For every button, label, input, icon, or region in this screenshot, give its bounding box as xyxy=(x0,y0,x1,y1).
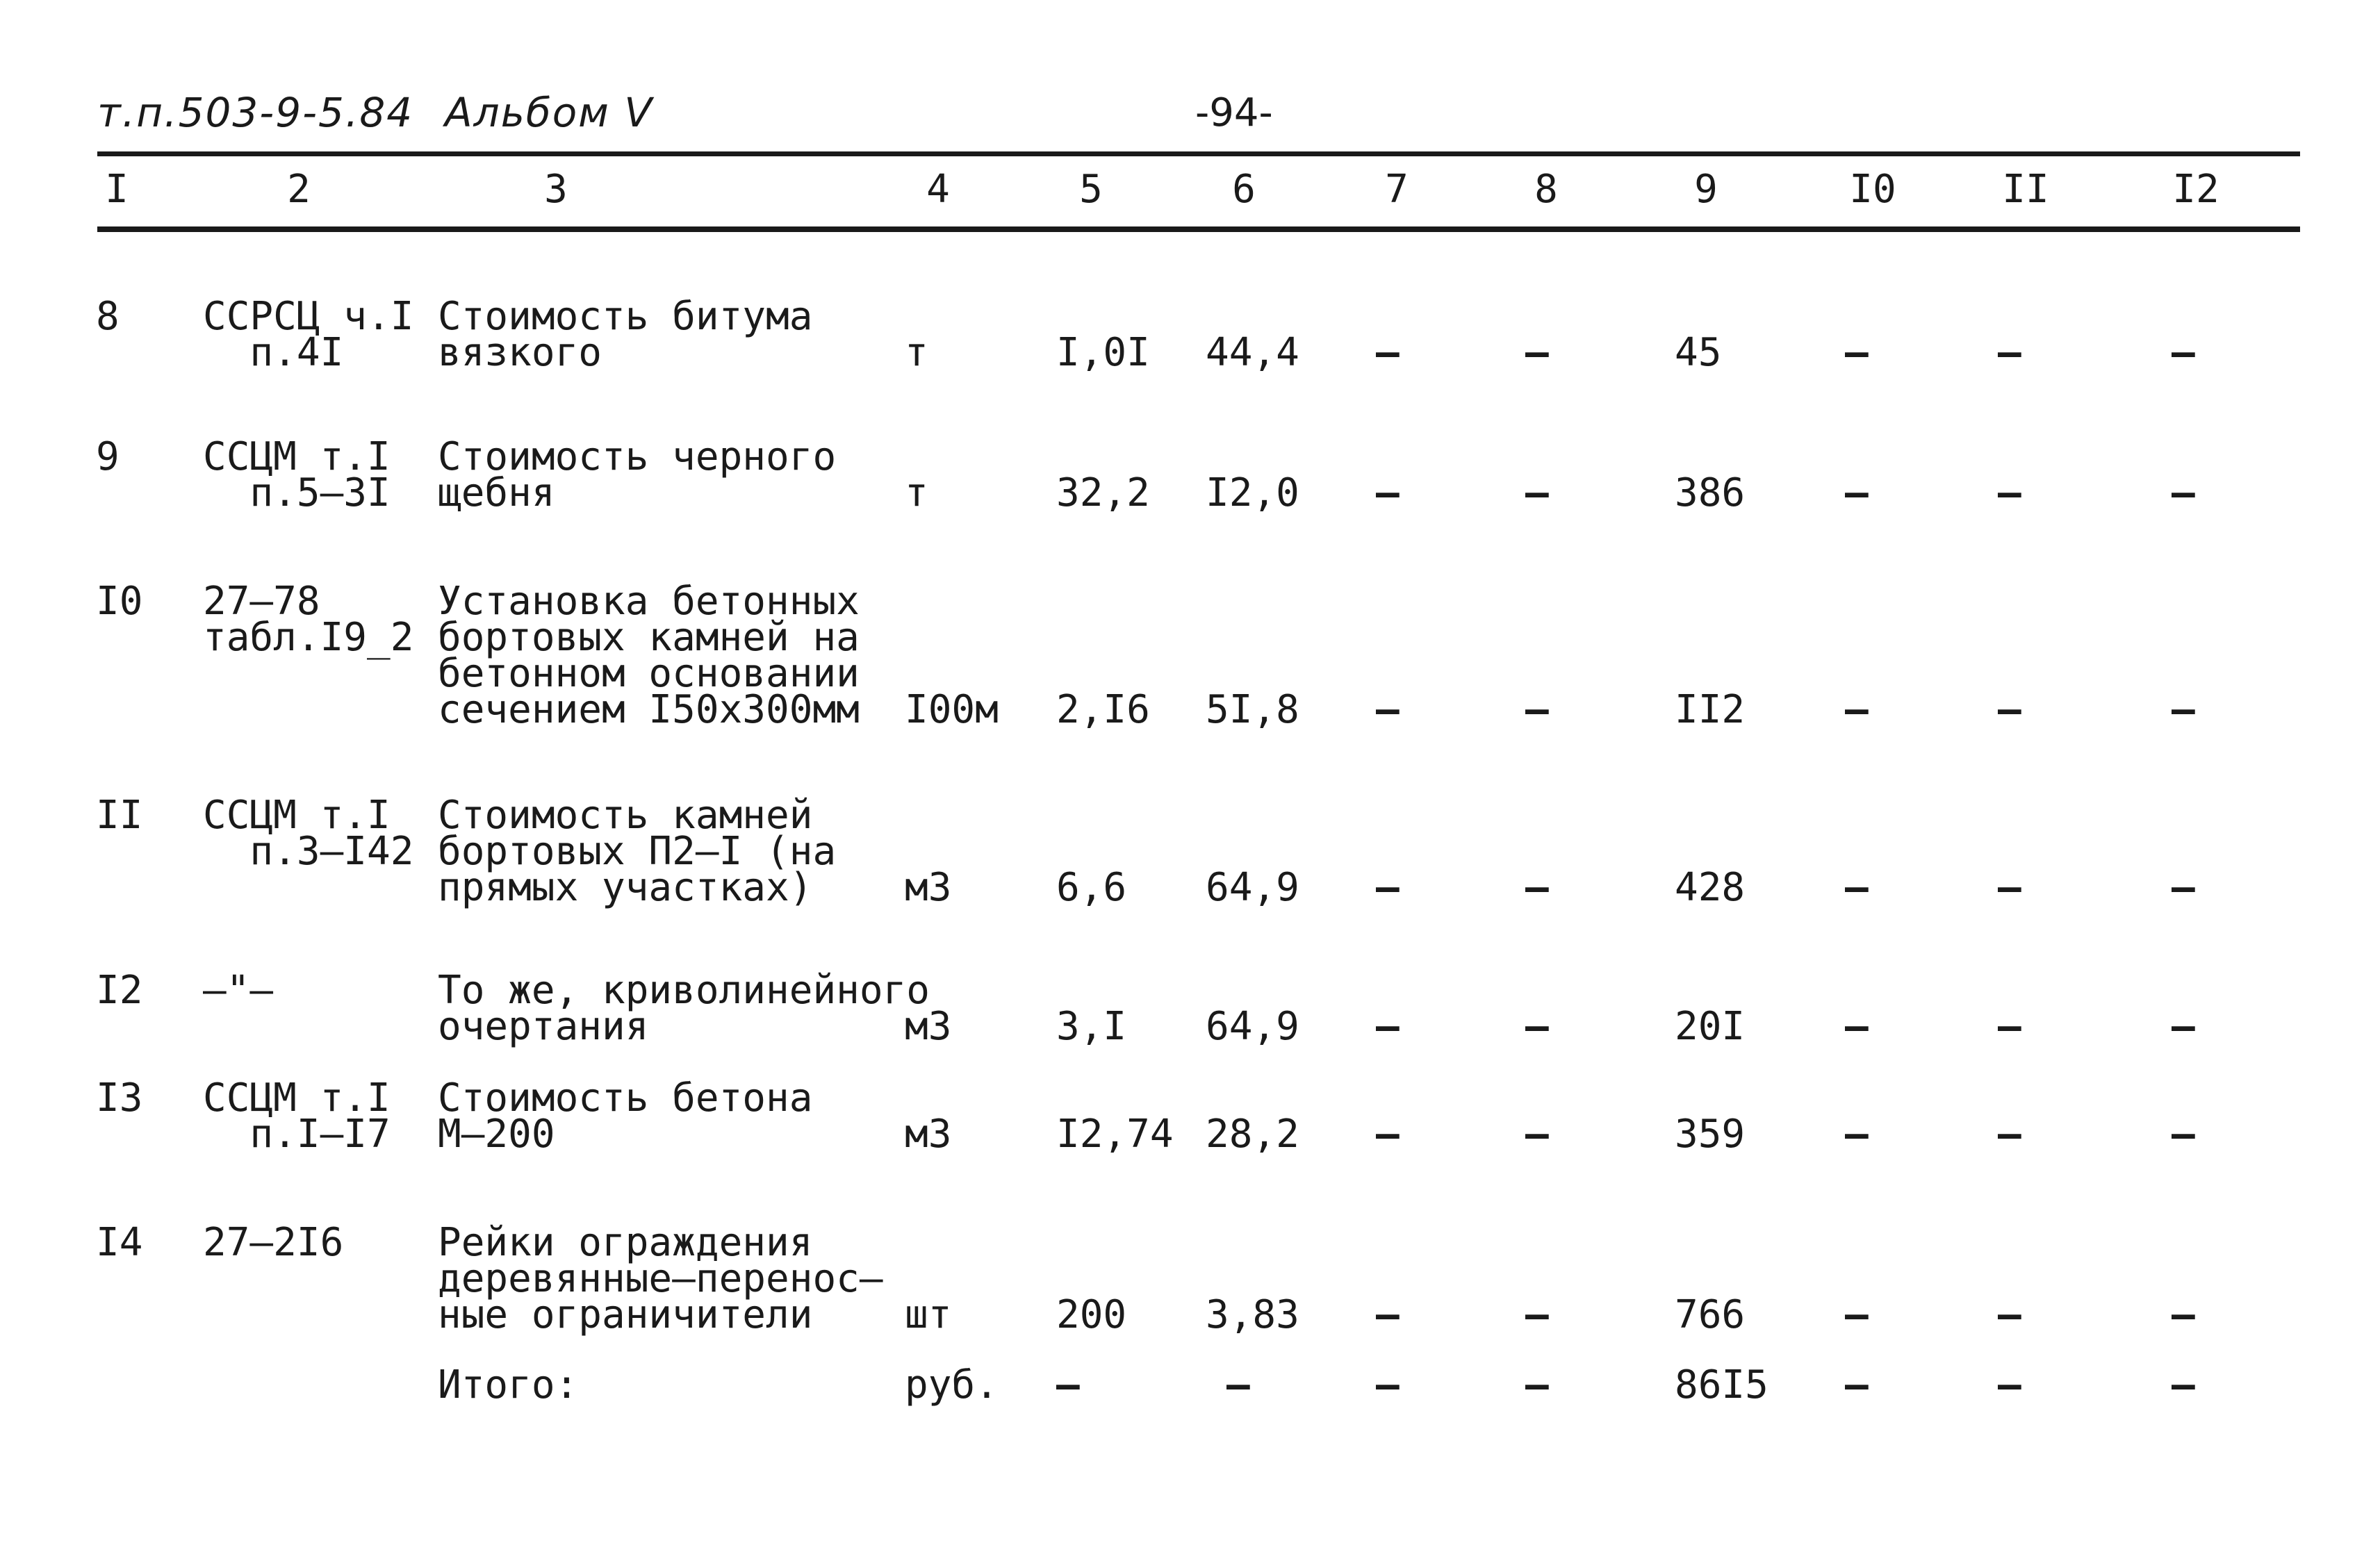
row-col12: – xyxy=(2172,865,2195,910)
row-description: Рейки ограждения деревянные–перенос– ные ограничители xyxy=(438,1220,883,1337)
row-col7: – xyxy=(1376,1112,1400,1157)
row-col8: – xyxy=(1525,1292,1549,1337)
column-number: 2 xyxy=(287,167,311,212)
row-description: Стоимость битума вязкого xyxy=(438,294,813,375)
row-number: 9 xyxy=(96,434,120,479)
row-unit-price: 3,83 xyxy=(1206,1292,1299,1337)
column-number: II xyxy=(2002,167,2049,212)
row-col10: – xyxy=(1845,470,1869,515)
row-description: Установка бетонных бортовых камней на бетонном основании сечением I50х300мм xyxy=(438,579,860,732)
total-col10: – xyxy=(1845,1362,1869,1408)
total-col12: – xyxy=(2172,1362,2195,1408)
row-col8: – xyxy=(1525,1004,1549,1049)
row-description: Стоимость бетона М–200 xyxy=(438,1075,813,1157)
row-col7: – xyxy=(1376,865,1400,910)
row-unit-price: I2,0 xyxy=(1206,470,1299,515)
row-description: Стоимость черного щебня xyxy=(438,434,837,515)
row-total: II2 xyxy=(1675,687,1746,732)
row-col11: – xyxy=(1998,1112,2021,1157)
row-unit: м3 xyxy=(905,865,952,910)
row-total: 428 xyxy=(1675,865,1746,910)
row-col12: – xyxy=(2172,687,2195,732)
row-unit: м3 xyxy=(905,1112,952,1157)
column-number: I2 xyxy=(2172,167,2219,212)
row-total: 359 xyxy=(1675,1112,1746,1157)
row-total: 386 xyxy=(1675,470,1746,515)
album-label: Альбом V xyxy=(445,89,654,136)
row-number: 8 xyxy=(96,294,120,339)
row-total: 766 xyxy=(1675,1292,1746,1337)
header-rule-bottom xyxy=(97,226,2300,232)
row-col12: – xyxy=(2172,1112,2195,1157)
row-number: I4 xyxy=(96,1220,143,1265)
row-source: ССЦМ т.I п.I–I7 xyxy=(203,1075,391,1157)
column-number: I0 xyxy=(1849,167,1896,212)
column-number: 5 xyxy=(1079,167,1103,212)
row-col8: – xyxy=(1525,865,1549,910)
total-sum: 86I5 xyxy=(1675,1362,1768,1408)
row-col7: – xyxy=(1376,1004,1400,1049)
column-number: 7 xyxy=(1385,167,1409,212)
row-col8: – xyxy=(1525,330,1549,375)
column-number: 3 xyxy=(544,167,568,212)
row-col11: – xyxy=(1998,1004,2021,1049)
column-number: I xyxy=(105,167,129,212)
total-quantity: – xyxy=(1056,1362,1080,1408)
row-col11: – xyxy=(1998,330,2021,375)
column-number: 9 xyxy=(1694,167,1718,212)
total-col7: – xyxy=(1376,1362,1400,1408)
row-col10: – xyxy=(1845,1112,1869,1157)
column-number-row xyxy=(0,167,2380,215)
row-col10: – xyxy=(1845,330,1869,375)
row-col12: – xyxy=(2172,330,2195,375)
row-unit: м3 xyxy=(905,1004,952,1049)
row-number: I3 xyxy=(96,1075,143,1121)
row-number: I0 xyxy=(96,579,143,624)
row-col10: – xyxy=(1845,687,1869,732)
row-quantity: I2,74 xyxy=(1056,1112,1174,1157)
row-source: ССЦМ т.I п.3–I42 xyxy=(203,793,414,874)
page-number: -94- xyxy=(1195,90,1273,135)
row-col7: – xyxy=(1376,470,1400,515)
row-col12: – xyxy=(2172,470,2195,515)
row-col8: – xyxy=(1525,1112,1549,1157)
document-code: т.п.503-9-5.84 xyxy=(97,89,414,136)
row-unit-price: 64,9 xyxy=(1206,1004,1299,1049)
row-col11: – xyxy=(1998,470,2021,515)
row-col8: – xyxy=(1525,470,1549,515)
row-col12: – xyxy=(2172,1004,2195,1049)
row-unit: т xyxy=(905,330,928,375)
row-source: 27–78 табл.I9_2 xyxy=(203,579,414,660)
column-number: 4 xyxy=(926,167,950,212)
row-quantity: 2,I6 xyxy=(1056,687,1150,732)
row-quantity: 32,2 xyxy=(1056,470,1150,515)
column-number: 6 xyxy=(1232,167,1256,212)
row-col10: – xyxy=(1845,1292,1869,1337)
header-rule-top xyxy=(97,151,2300,156)
total-unit-price: – xyxy=(1226,1362,1250,1408)
row-total: 20I xyxy=(1675,1004,1746,1049)
row-description: То же, криволинейного очертания xyxy=(438,968,930,1049)
total-col8: – xyxy=(1525,1362,1549,1408)
row-unit-price: 64,9 xyxy=(1206,865,1299,910)
row-col7: – xyxy=(1376,1292,1400,1337)
row-col11: – xyxy=(1998,865,2021,910)
row-col11: – xyxy=(1998,687,2021,732)
row-quantity: 200 xyxy=(1056,1292,1127,1337)
row-source: –"– xyxy=(203,968,274,1013)
row-col12: – xyxy=(2172,1292,2195,1337)
row-source: ССРСЦ ч.I п.4I xyxy=(203,294,414,375)
total-col11: – xyxy=(1998,1362,2021,1408)
row-col10: – xyxy=(1845,865,1869,910)
row-source: 27–2I6 xyxy=(203,1220,344,1265)
row-number: II xyxy=(96,793,143,838)
row-unit: I00м xyxy=(905,687,999,732)
row-col11: – xyxy=(1998,1292,2021,1337)
row-total: 45 xyxy=(1675,330,1722,375)
row-col10: – xyxy=(1845,1004,1869,1049)
row-quantity: I,0I xyxy=(1056,330,1150,375)
column-number: 8 xyxy=(1534,167,1558,212)
total-unit: руб. xyxy=(905,1362,999,1408)
row-col7: – xyxy=(1376,687,1400,732)
row-description: Стоимость камней бортовых П2–I (на прямых участках) xyxy=(438,793,837,910)
row-quantity: 3,I xyxy=(1056,1004,1127,1049)
row-col7: – xyxy=(1376,330,1400,375)
total-label: Итого: xyxy=(438,1362,579,1408)
row-unit-price: 44,4 xyxy=(1206,330,1299,375)
row-col8: – xyxy=(1525,687,1549,732)
row-quantity: 6,6 xyxy=(1056,865,1127,910)
row-unit-price: 5I,8 xyxy=(1206,687,1299,732)
row-unit: т xyxy=(905,470,928,515)
row-unit-price: 28,2 xyxy=(1206,1112,1299,1157)
row-number: I2 xyxy=(96,968,143,1013)
row-source: ССЦМ т.I п.5–3I xyxy=(203,434,391,515)
row-unit: шт xyxy=(905,1292,952,1337)
